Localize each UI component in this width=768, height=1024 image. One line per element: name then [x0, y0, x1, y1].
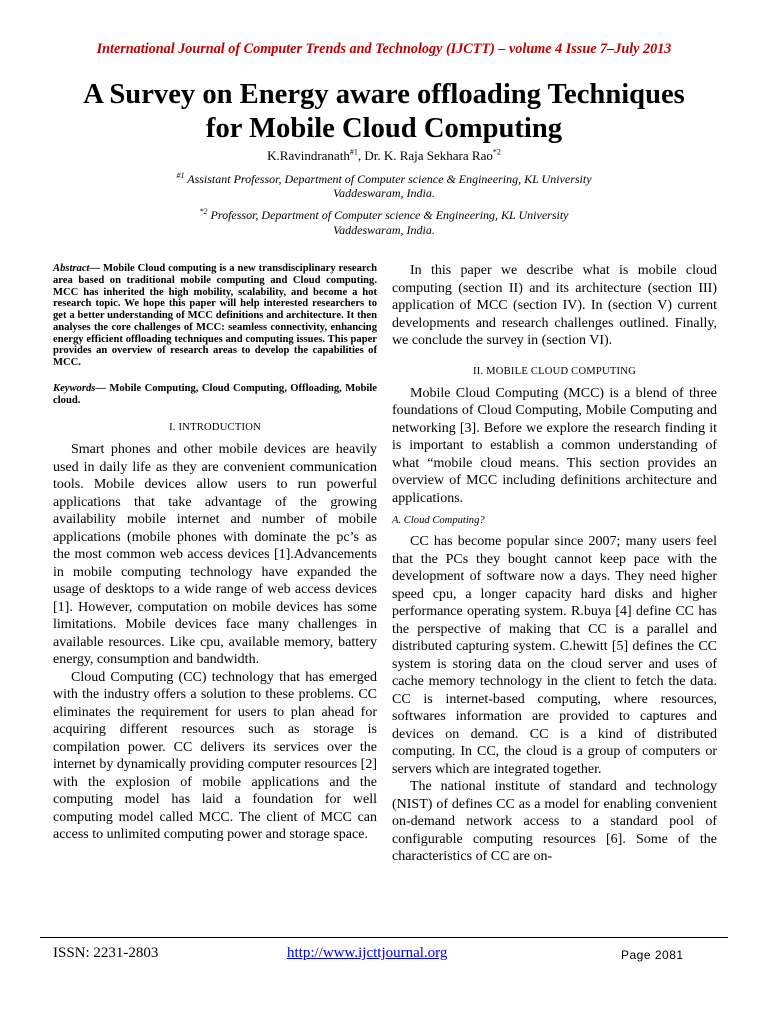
- author-1-mark: #1: [349, 147, 358, 157]
- right-column: [392, 262, 717, 866]
- author-2: , Dr. K. Raja Sekhara Rao: [357, 148, 493, 163]
- section-heading-introduction: I. INTRODUCTION: [169, 422, 261, 434]
- paragraph-outline: In this paper we describe what is mobile cloud computing (section II) and its architecture (section III) application of MCC (section IV). In (section V) current developments and research challenges outlined. Finally, we conclude the survey in (section VI).: [392, 263, 717, 348]
- journal-header: International Journal of Computer Trends and Technology (IJCTT) – volume 4 Issue 7–July 2013: [96, 41, 672, 57]
- affiliation-1: [0, 172, 768, 187]
- affiliation-1-mark: #1: [176, 171, 185, 180]
- keywords-label: Keywords: [53, 382, 96, 394]
- author-list: [0, 148, 768, 164]
- paragraph-intro-2: Cloud Computing (CC) technology that has emerged with the industry offers a solution to these problems. CC eliminates the requirement for users to plan ahead for acquiring different resources such as storage is compilation power. CC delivers its services over the internet by dynamically providing computer resources [2] with the explosion of mobile applications and the computing model has laid a foundation for well computing model called MCC. The client of MCC can access to unlimited computing power and storage space.: [53, 669, 377, 843]
- affiliation-2: [0, 208, 768, 223]
- author-2-mark: *2: [492, 147, 501, 157]
- paragraph-intro-1: Smart phones and other mobile devices are heavily used in daily life as they are convenient communication tools. Mobile devices allow users to run powerful applications that take advantage of the growing availability mobile internet and number of mobile applications (mobile phones with dominate the pc’s as the most common web access devices [1].Advancements in mobile computing technology have expanded the usage of desktops to a wide range of web access devices [1]. However, computation on mobile devices has some limitations. Mobile devices face many challenges in available resources. Like cpu, available memory, battery energy, consumption and bandwidth.: [53, 442, 377, 668]
- footer-page-number: Page 2081: [621, 948, 684, 962]
- paper-title: [30, 78, 738, 146]
- footer-journal-link[interactable]: http://www.ijcttjournal.org: [287, 945, 448, 961]
- left-column: [53, 263, 377, 844]
- affiliation-2-mark: *2: [199, 207, 208, 216]
- section-heading-mcc: II. MOBILE CLOUD COMPUTING: [473, 365, 636, 377]
- paragraph-cc-1: CC has become popular since 2007; many users feel that the PCs they bought cannot keep pace with the development of software now a days. They need higher speed cpu, a longer capacity hard disks and higher performance operating system. R.buya [4] define CC has the perspective of making that CC is a parallel and distributed capturing system. C.hewitt [5] defines the CC system is storing data on the cloud server and uses of cache memory technology in the client to fetch the data. CC is internet-based computing, where resources, softwares information are provided to captures and devices on demand. CC is a kind of distributed computing. In CC, the cloud is a group of computers or servers which are integrated together.: [392, 534, 717, 777]
- footer-issn: ISSN: 2231-2803: [53, 945, 159, 961]
- affiliation-1-text: Assistant Professor, Department of Computer science & Engineering, KL University: [184, 172, 592, 186]
- abstract-text: — Mobile Cloud computing is a new transdisciplinary research area based on traditional mobile computing and Cloud computing. MCC has inherited the high mobility, scalability, and become a hot research topic. We hope this paper will help interested researchers to get a better understanding of MCC definitions and architecture. It then analyses the core challenges of MCC: seamless connectivity, enhancing energy efficient offloading techniques and computing issues. This paper provides an overview of research areas to develop the capabilities of MCC.: [53, 263, 377, 368]
- paragraph-mcc-1: Mobile Cloud Computing (MCC) is a blend of three foundations of Cloud Computing, Mobile Computing and networking [3]. Before we explore the research finding it is important to establish a common understanding of what “mobile cloud means. This section provides an overview of MCC including definitions architecture and applications.: [392, 385, 717, 506]
- affiliation-2-location: Vaddeswaram, India.: [333, 223, 435, 237]
- title-line-1: A Survey on Energy aware offloading Techniques: [83, 79, 685, 110]
- keywords-text: — Mobile Computing, Cloud Computing, Offloading, Mobile cloud.: [53, 382, 377, 406]
- title-line-2: for Mobile Cloud Computing: [205, 113, 563, 144]
- abstract-label: Abstract: [53, 263, 90, 274]
- author-1: K.Ravindranath: [267, 148, 350, 163]
- subsection-heading-cloud-computing: A. Cloud Computing?: [392, 515, 485, 526]
- abstract: [53, 263, 377, 369]
- footer-divider: [40, 937, 728, 938]
- affiliation-2-text: Professor, Department of Computer science & Engineering, KL University: [207, 208, 569, 222]
- paragraph-cc-2: The national institute of standard and technology (NIST) of defines CC as a model for enabling convenient on-demand network access to a standard pool of configurable computing resources [6]. Some of the characteristics of CC are on-: [392, 779, 717, 864]
- affiliation-1-location: Vaddeswaram, India.: [333, 186, 435, 200]
- keywords: [53, 383, 377, 407]
